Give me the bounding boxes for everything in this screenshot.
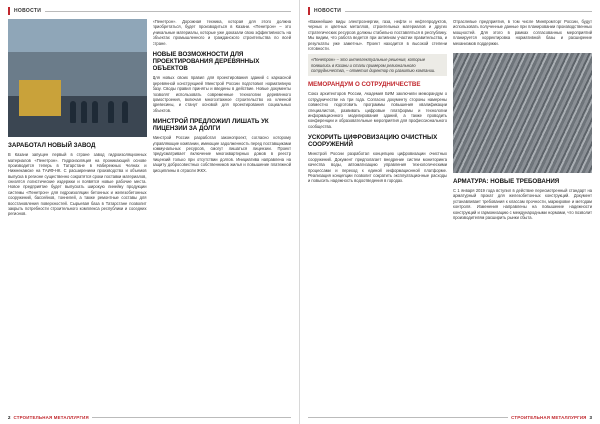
article-text: Союз архитекторов России, Академия БИМ заключили меморандум о сотрудничестве на три года. Согласно документу стороны намерены совместно подготовить программы повышения квалификации специалистов, развивать цифровые платформы и технологии информационного моделирования зданий, а также проводить конференции и образовательные мероприятия для профессионального сообщества. xyxy=(308,91,447,129)
right-rubric xyxy=(308,6,592,16)
rubric-label: НОВОСТИ xyxy=(14,8,42,14)
page-number: 2 xyxy=(8,415,11,420)
article-text: «Важнейшие виды электроэнергии, газа, нефти и нефтепродуктов, черных и цветных металлов, строительных материалов и других стратегических ресурсов должны стабильно поставляться в республику. Мы видим, что работа ведется при активном участии правительства, и результаты уже заметны». Проект находится в высокой степени готовности. xyxy=(308,19,447,51)
article-text: Для новых своих правил для проектирования зданий с каркасной деревянной конструкцией Минстрой России подготовил нормативную базу. Своды правил приняты и введены в действие. Новые документы позволят использовать современные технологии деревянного домостроения, включая многоэтажное строительство из клееной древесины, и станут основой для проектирования социальных объектов. xyxy=(152,75,291,113)
article-title: ЗАРАБОТАЛ НОВЫЙ ЗАВОД xyxy=(8,142,96,149)
right-column-2 xyxy=(453,19,592,411)
article-text: Минстрой России разработал концепцию цифровизации очистных сооружений. Документ предполагает внедрение систем мониторинга качества воды, автоматизацию управления технологическими процессами и переход к единой информационной платформе. Реализация концепции позволит сократить эксплуатационные расходы и повысить надежность водоотведения в городах. xyxy=(308,151,447,184)
rebar-photo xyxy=(453,53,592,173)
left-column-2 xyxy=(153,19,292,411)
article-title: НОВЫЕ ВОЗМОЖНОСТИ ДЛЯ ПРОЕКТИРОВАНИЯ ДЕРЕВЯННЫХ ОБЪЕКТОВ xyxy=(152,50,260,73)
factory-photo xyxy=(8,19,147,137)
article-text: В Казани запущен первый в стране завод гидроизоляционных материалов «Пенетрон». Гидроизоляция на проникающей основе производится теперь в Татарстане в Набережных Челнах и Нижнекамске на ТАИФ-НК. С расширением производства и объемов выпуска в регионе существенно сократятся сроки поставки материалов, снизятся логистические издержки и появятся новые рабочие места. Новое предприятие будет выпускать широкую линейку продукции системы «Пенетрон» для гидроизоляции бетонных и железобетонных сооружений, бассейнов, тоннелей, а также ремонтные составы для восстановления поверхностей. Сырьевая база в Татарстане позволит закрыть потребности строительного комплекса республики и соседних регионов. xyxy=(8,152,147,217)
article-title: УСКОРИТЬ ЦИФРОВИЗАЦИЮ ОЧИСТНЫХ СООРУЖЕНИЙ xyxy=(308,134,438,149)
left-rubric xyxy=(8,6,291,16)
article-text: С 1 января 2019 года вступил в действие пересмотренный стандарт на арматурный прокат для железобетонных конструкций. Документ устанавливает требования к классам прочности, маркировке и методам контроля. Изменения направлены на повышение надежности конструкций и гармонизацию с международными нормами, что позволит производителям расширить рынки сбыта. xyxy=(453,188,592,221)
rubric-marker xyxy=(8,7,10,15)
pull-quote: «Пенетрон» – это интеллектуальные решения, которые появились в Казани и стали примером регионального сотрудничества, – отметил директор по развитию компании. xyxy=(308,54,447,76)
rubric-marker xyxy=(308,7,310,15)
page-number: 3 xyxy=(589,415,592,420)
right-column-1 xyxy=(308,19,447,411)
footer-rule xyxy=(92,417,291,418)
article-text: Отраслевые предприятия, в том числе Минпромторг России, будут использовать полученные данные при планировании производственных мощностей. Для этого в рамках согласованных мероприятий планируется корректировка нормативной базы и расширение механизмов поддержки. xyxy=(453,19,592,46)
rubric-rule xyxy=(345,11,592,12)
magazine-name: СТРОИТЕЛЬНАЯ МЕТАЛЛУРГИЯ xyxy=(511,415,587,420)
right-footer xyxy=(308,415,592,420)
article-text: «Пенетрон». Дорожная техника, которая для этого должна приобретаться, будет производиться в Казани. «Пенетрон» – это уникальные материалы, которые уже доказали свою эффективность на объектах промышленного и гражданского строительства по всей стране. xyxy=(152,19,291,46)
rubric-label: НОВОСТИ xyxy=(314,8,342,14)
article-title: МИНСТРОЙ ПРЕДЛОЖИЛ ЛИШАТЬ УК ЛИЦЕНЗИИ ЗА ДОЛГИ xyxy=(152,118,269,133)
article-title: МЕМОРАНДУМ О СОТРУДНИЧЕСТВЕ xyxy=(308,81,421,89)
article-text: Минстрой России разработал законопроект, согласно которому управляющие компании, имеющие задолженность перед поставщиками коммунальных ресурсов, смогут лишаться лицензии. Проект предусматривает включение многоквартирных домов в реестр лицензий только при отсутствии долгов. Инициатива направлена на защиту добросовестных собственников жилья и повышение платежной дисциплины в отрасли ЖКХ. xyxy=(152,135,291,173)
article-title: АРМАТУРА: НОВЫЕ ТРЕБОВАНИЯ xyxy=(453,177,560,185)
magazine-name: СТРОИТЕЛЬНАЯ МЕТАЛЛУРГИЯ xyxy=(13,415,89,420)
right-page xyxy=(300,0,600,424)
footer-rule xyxy=(308,417,508,418)
left-column-1 xyxy=(8,19,147,411)
left-footer xyxy=(8,415,291,420)
rubric-rule xyxy=(45,11,291,12)
